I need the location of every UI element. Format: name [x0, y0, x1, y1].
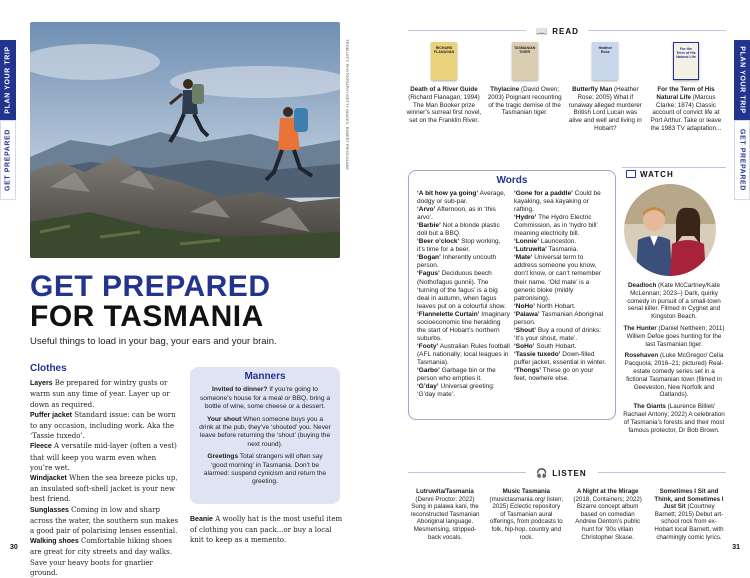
- tv-icon: [626, 170, 636, 178]
- manners-heading: Manners: [244, 371, 286, 382]
- clothes-item: Windjacket When the sea breeze picks up, an insulated soft-shell jacket is your new best friend.: [30, 474, 178, 504]
- watch-item: The Hunter (Daniel Nettheim; 2011) Willem Defoe goes hunting for the last Tasmanian tiger.: [623, 324, 725, 348]
- clothes-item: Puffer jacket Standard issue: can be worn to any occasion, including work. Aka the ‘Tassie tuxedo’.: [30, 410, 176, 441]
- book-item: RICHARD FLANAGAN Death of a River Guide (Richard Flanagan; 1994) The Man Booker prize winner’s surreal first novel, set on the Franklin River.: [406, 42, 482, 133]
- word-entry: ‘Lutruwita’ Tasmania.: [514, 246, 579, 254]
- listen-rule-left: [408, 472, 526, 473]
- words-column-2: [514, 190, 607, 399]
- word-entry: ‘Barbie’ Not a blonde plastic doll but a BBQ.: [417, 222, 500, 238]
- side-tab-right: [734, 40, 750, 200]
- side-tab-prepared-label: GET PREPARED: [4, 129, 12, 191]
- word-entry: ‘Flannelette Curtain’ Imaginary socioeconomic line heralding the start of Hobart’s northern suburbs.: [417, 310, 510, 342]
- word-entry: ‘Fagus’ Deciduous beech (Nothofagus gunnii). The ‘turning of the fagus’ is a big deal in autumn, when fagus leaves put on a colourful show.: [417, 270, 506, 310]
- word-entry: ‘SoHo’ South Hobart.: [514, 342, 577, 350]
- clothes-section: [30, 364, 180, 578]
- listen-item: Music Tasmania (musictasmania.org/ listen; 2025) Eclectic repository of Tasmanian aural offerings, from podcasts to folk, hip-hop, country and rock.: [489, 488, 564, 541]
- book-cover: Heather Rose: [592, 42, 618, 80]
- book-item: TASMANIAN TIGER Thylacine (David Owen; 2003) Poignant recounting of the tragic demise of the Tasmanian tiger.: [487, 42, 563, 133]
- watch-item: The Giants (Laurence Billiet/ Rachael Antony; 2022) A celebration of Tasmania’s forests and their most famous protector, Dr Bob Brown.: [623, 403, 725, 434]
- read-label: 📖 READ: [536, 26, 579, 36]
- book-cover: RICHARD FLANAGAN: [431, 42, 457, 80]
- clothes-item: Sunglasses Coming in low and sharp across the water, the southern sun makes a good pair of polarising lenses essential.: [30, 505, 179, 536]
- watch-item: Deadloch (Kate McCartney/Kate McLennan; 2023–) Dark, quirky comedy in pursuit of a small-town serial killer. Filmed in Cygnet and Kingston Beach.: [627, 282, 721, 321]
- listen-item: A Night at the Mirage (2018, Containers; 2022) Bizarre concept album based on comedian Andrew Denton’s public hunt for ’90s villain Christopher Skase.: [573, 488, 642, 541]
- photo-credit: FROM LEFT: PHOTOGRAPHY/GETTY IMAGES; ROBERT PRICE/ALAMY: [345, 39, 349, 171]
- read-rule-right: [588, 30, 726, 31]
- page-number-left: 30: [10, 544, 18, 551]
- page-number-right: 31: [732, 544, 740, 551]
- clothes-heading: Clothes: [30, 363, 67, 374]
- rosehaven-photo: [624, 184, 716, 276]
- book-icon: 📖: [536, 26, 549, 36]
- page-subtitle: Useful things to load in your bag, your ears and your brain.: [30, 336, 277, 347]
- word-entry: ‘Garbo’ Garbage bin or the person who empties it.: [417, 367, 496, 383]
- clothes-item: Walking shoes Comfortable hiking shoes are great for city streets and day walks. Save your heavy boots for gnarlier ground.: [30, 537, 172, 577]
- clothes-item: Fleece A versatile mid-layer (often a vest) that will keep you warm even when you’re wet.: [30, 442, 177, 472]
- headphones-icon: 🎧: [536, 468, 549, 478]
- words-box: [408, 170, 616, 420]
- title-line-2: FOR TASMANIA: [30, 300, 264, 333]
- manners-item: Invited to dinner? If you’re going to someone’s house for a meal or BBQ, bring a bottle of wine, some cheese or a dessert.: [200, 386, 330, 411]
- book-cover: TASMANIAN TIGER: [512, 42, 538, 80]
- word-entry: ‘Hydro’ The Hydro Electric Commission, as in ‘hydro bill’ meaning electricity bill.: [514, 214, 598, 238]
- word-entry: ‘NoHo’ North Hobart.: [514, 302, 576, 310]
- listen-label: 🎧 LISTEN: [536, 468, 587, 478]
- word-entry: ‘Beer o’clock’ Stop working, it’s time for a beer.: [417, 238, 501, 254]
- watch-list: [622, 282, 726, 434]
- manners-item: Your shout When someone buys you a drink at the pub, they’ve ‘shouted’ you. Never leave before returning the ‘shout’ (buying the next round).: [199, 415, 331, 448]
- watch-item: Rosehaven (Luke McGregor/ Celia Pacquola; 2016–21; pictured) Real-estate comedy series set in a fictional Tasmanian town (filmed in Geeveston, New Norfolk and Oatlands).: [624, 352, 724, 399]
- watch-section: [622, 170, 726, 438]
- word-entry: ‘Bogan’ Inherently uncouth person.: [417, 254, 497, 270]
- word-entry: ‘Palawa’ Tasmanian Aboriginal person.: [514, 310, 604, 326]
- listen-item: Sometimes I Sit and Think, and Sometimes I Just Sit (Courtney Barnett; 2015) Debut art-school rock from ex-Hobart local Barnett, with charmingly comic lyrics.: [654, 488, 724, 541]
- book-cover: For the Term of His Natural Life: [673, 42, 699, 80]
- hikers-photo: [30, 22, 340, 258]
- listen-list: [408, 488, 726, 541]
- word-entry: ‘Gone for a paddle’ Could be kayaking, sea kayaking or rafting.: [514, 190, 601, 214]
- page-title: [30, 272, 270, 332]
- title-line-1: GET PREPARED: [30, 270, 271, 303]
- word-entry: ‘Arvo’ Afternoon, as in ‘this arvo’.: [417, 206, 496, 222]
- left-page: [0, 0, 375, 577]
- listen-rule-right: [598, 472, 726, 473]
- watch-rule: [622, 167, 726, 168]
- read-rule-left: [408, 30, 526, 31]
- word-entry: ‘Mate’ Universal term to address someone you know, don’t know, or can’t remember their name. ‘Old mate’ is a generic bloke (mildly patronising).: [514, 254, 602, 302]
- word-entry: ‘Tassie tuxedo’ Down-filled puffer jacket, essential in winter.: [514, 350, 607, 366]
- words-heading: Words: [496, 175, 528, 186]
- beanie-item: Beanie A woolly hat is the most useful item of clothing you can pack...or buy a local knit to keep as a memento.: [190, 515, 343, 545]
- side-tab-plan-label: PLAN YOUR TRIP: [4, 46, 12, 114]
- word-entry: ‘Lonnie’ Launceston.: [514, 238, 577, 246]
- word-entry: ‘Shout’ Buy a round of drinks: ‘It’s your shout, mate’.: [514, 326, 602, 342]
- book-item: Heather Rose Butterfly Man (Heather Rose; 2005) What if runaway alleged murderer British Lord Lucan was alive and well and living in Hobart?: [567, 42, 643, 133]
- word-entry: ‘A bit how ya going’ Average, dodgy or sub-par.: [417, 190, 506, 206]
- manners-box: [190, 367, 340, 504]
- words-column-1: [417, 190, 510, 399]
- manners-item: Greetings Total strangers will often say ‘good morning’ in Tasmania. Don’t be alarmed: suspend cynicism and return the greeting.: [203, 453, 327, 486]
- word-entry: ‘Thongs’ These go on your feet, nowhere else.: [514, 367, 594, 383]
- listen-item: Lutruwita/Tasmania (Denni Proctor; 2022) Sung in palawa kani, the reconstructed Tasmanian Aboriginal language. Mesmerising, stripped-back vocals.: [410, 488, 480, 541]
- clothes-item: Layers Be prepared for wintry gusts or warm sun any time of year. Layer up or down as required.: [30, 379, 170, 409]
- side-tab-plan-label-right: PLAN YOUR TRIP: [738, 46, 746, 114]
- book-item: For the Term of His Natural Life For the Term of His Natural Life (Marcus Clarke; 1874) Classic account of convict life at Port Arthur. Take or leave the 1983 TV adaptation...: [648, 42, 724, 133]
- word-entry: ‘Footy’ Australian Rules football (AFL nationally; local leagues in Tasmania).: [417, 342, 510, 366]
- side-tab-prepared-label-right: GET PREPARED: [738, 129, 746, 191]
- books-list: [406, 42, 724, 133]
- watch-label: WATCH: [626, 170, 726, 179]
- word-entry: ‘G’day’ Universal greeting: ‘G’day mate’.: [417, 383, 495, 399]
- side-tab-left: [0, 40, 16, 200]
